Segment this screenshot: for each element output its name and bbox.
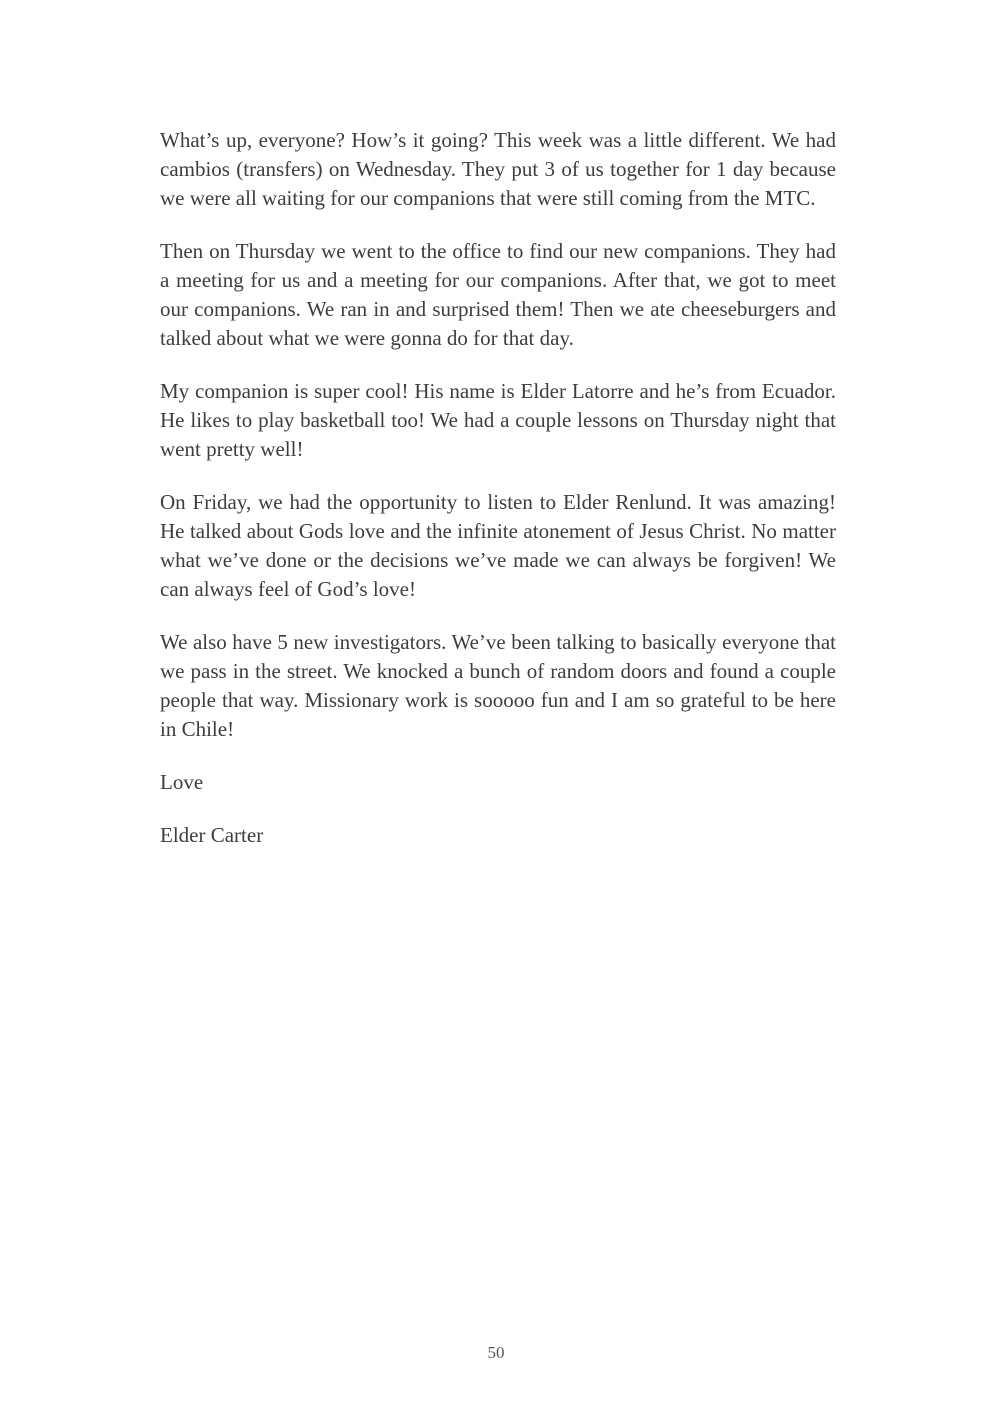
paragraph: What’s up, everyone? How’s it going? This week was a little different. We had cambios (transfers) on Wednesday. They put 3 of us together for 1 day because we were all waiting for our companions that were still coming from the MTC. — [160, 128, 836, 210]
page-number: 50 — [487, 1343, 505, 1362]
paragraph: My companion is super cool! His name is Elder Latorre and he’s from Ecuador. He likes to play basketball too! We had a couple lessons on Thursday night that went pretty well! — [160, 379, 836, 461]
closing-line: Love — [160, 770, 204, 794]
paragraph: Then on Thursday we went to the office to find our new companions. They had a meeting for us and a meeting for our companions. After that, we got to meet our companions. We ran in and surprised them! Then we ate cheeseburgers and talked about what we were gonna do for that day. — [160, 239, 836, 350]
paragraph: On Friday, we had the opportunity to listen to Elder Renlund. It was amazing! He talked about Gods love and the infinite atonement of Jesus Christ. No matter what we’ve done or the decisions we’ve made we can always be forgiven! We can always feel of God’s love! — [160, 490, 836, 601]
paragraph: We also have 5 new investigators. We’ve been talking to basically everyone that we pass in the street. We knocked a bunch of random doors and found a couple people that way. Missionary work is sooooo fun and I am so grateful to be here in Chile! — [160, 630, 836, 741]
letter-body — [160, 126, 836, 874]
signature-line: Elder Carter — [160, 823, 264, 847]
